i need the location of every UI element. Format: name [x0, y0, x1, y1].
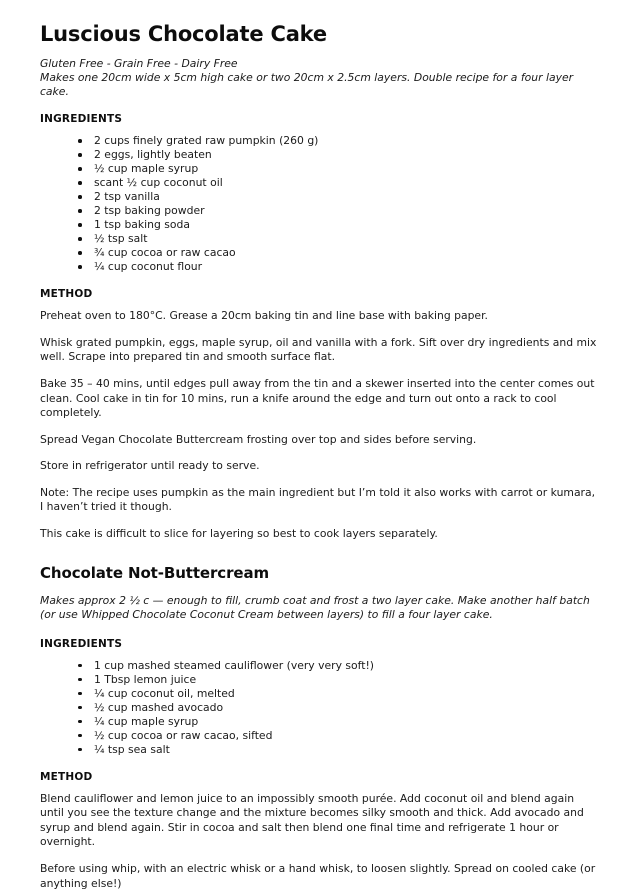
list-item: ¾ cup cocoa or raw cacao — [78, 246, 597, 260]
method-step: This cake is difficult to slice for layering so best to cook layers separately. — [40, 527, 438, 541]
cake-method-label: METHOD — [40, 288, 93, 301]
list-item: 2 cups finely grated raw pumpkin (260 g) — [78, 134, 597, 148]
frosting-method-steps — [40, 792, 597, 891]
list-item: ¼ tsp sea salt — [78, 743, 597, 757]
recipe-subtitle — [40, 57, 597, 99]
section-divider — [40, 554, 597, 564]
list-item: 2 tsp vanilla — [78, 190, 597, 204]
list-item: 2 eggs, lightly beaten — [78, 148, 597, 162]
list-item: ½ tsp salt — [78, 232, 597, 246]
list-item: 1 tsp baking soda — [78, 218, 597, 232]
frosting-intro: Makes approx 2 ½ c — enough to fill, crumb coat and frost a two layer cake. Make another half batch (or use Whipped Chocolate Coconut Cream between layers) to fill a four layer cake. — [40, 593, 590, 622]
list-item: ¼ cup coconut oil, melted — [78, 687, 597, 701]
yield-note: Makes one 20cm wide x 5cm high cake or two 20cm x 2.5cm layers. Double recipe for a four layer cake. — [40, 71, 574, 99]
frosting-section-title: Chocolate Not-Buttercream — [40, 563, 270, 582]
list-item: scant ½ cup coconut oil — [78, 176, 597, 190]
list-item: ¼ cup coconut flour — [78, 260, 597, 274]
dietary-tags: Gluten Free - Grain Free - Dairy Free — [40, 57, 238, 71]
list-item: ¼ cup maple syrup — [78, 715, 597, 729]
method-step: Whisk grated pumpkin, eggs, maple syrup, oil and vanilla with a fork. Sift over dry ingredients and mix well. Scrape into prepared tin and smooth surface flat. — [40, 335, 597, 364]
frosting-ingredients-label: INGREDIENTS — [40, 637, 123, 650]
frosting-ingredients-list — [40, 659, 597, 757]
cake-ingredients-list — [40, 134, 597, 274]
list-item: ½ cup mashed avocado — [78, 701, 597, 715]
cake-ingredients-label: INGREDIENTS — [40, 113, 123, 126]
method-step: Blend cauliflower and lemon juice to an impossibly smooth purée. Add coconut oil and blend again until you see the texture change and the mixture becomes silky smooth and thick. Add avocado and syrup and blend again. Stir in cocoa and salt then blend one final time and refrigerate 1 hour or overnight. — [40, 791, 584, 849]
method-step: Store in refrigerator until ready to serve. — [40, 459, 260, 473]
cake-method-steps — [40, 309, 597, 542]
list-item: ½ cup cocoa or raw cacao, sifted — [78, 729, 597, 743]
list-item: 1 cup mashed steamed cauliflower (very very soft!) — [78, 659, 597, 673]
method-step: Before using whip, with an electric whisk or a hand whisk, to loosen slightly. Spread on cooled cake (or anything else!) — [40, 862, 596, 890]
list-item: 1 Tbsp lemon juice — [78, 673, 597, 687]
method-step: Spread Vegan Chocolate Buttercream frosting over top and sides before serving. — [40, 432, 477, 446]
list-item: 2 tsp baking powder — [78, 204, 597, 218]
page-title: Luscious Chocolate Cake — [40, 22, 327, 46]
method-step: Note: The recipe uses pumpkin as the main ingredient but I’m told it also works with carrot or kumara, I haven’t tried it though. — [40, 485, 596, 514]
method-step: Bake 35 – 40 mins, until edges pull away from the tin and a skewer inserted into the center comes out clean. Cool cake in tin for 10 mins, run a knife around the edge and turn out onto a rack to cool completely. — [40, 376, 595, 420]
frosting-method-label: METHOD — [40, 770, 93, 783]
list-item: ½ cup maple syrup — [78, 162, 597, 176]
method-step: Preheat oven to 180°C. Grease a 20cm baking tin and line base with baking paper. — [40, 309, 488, 323]
